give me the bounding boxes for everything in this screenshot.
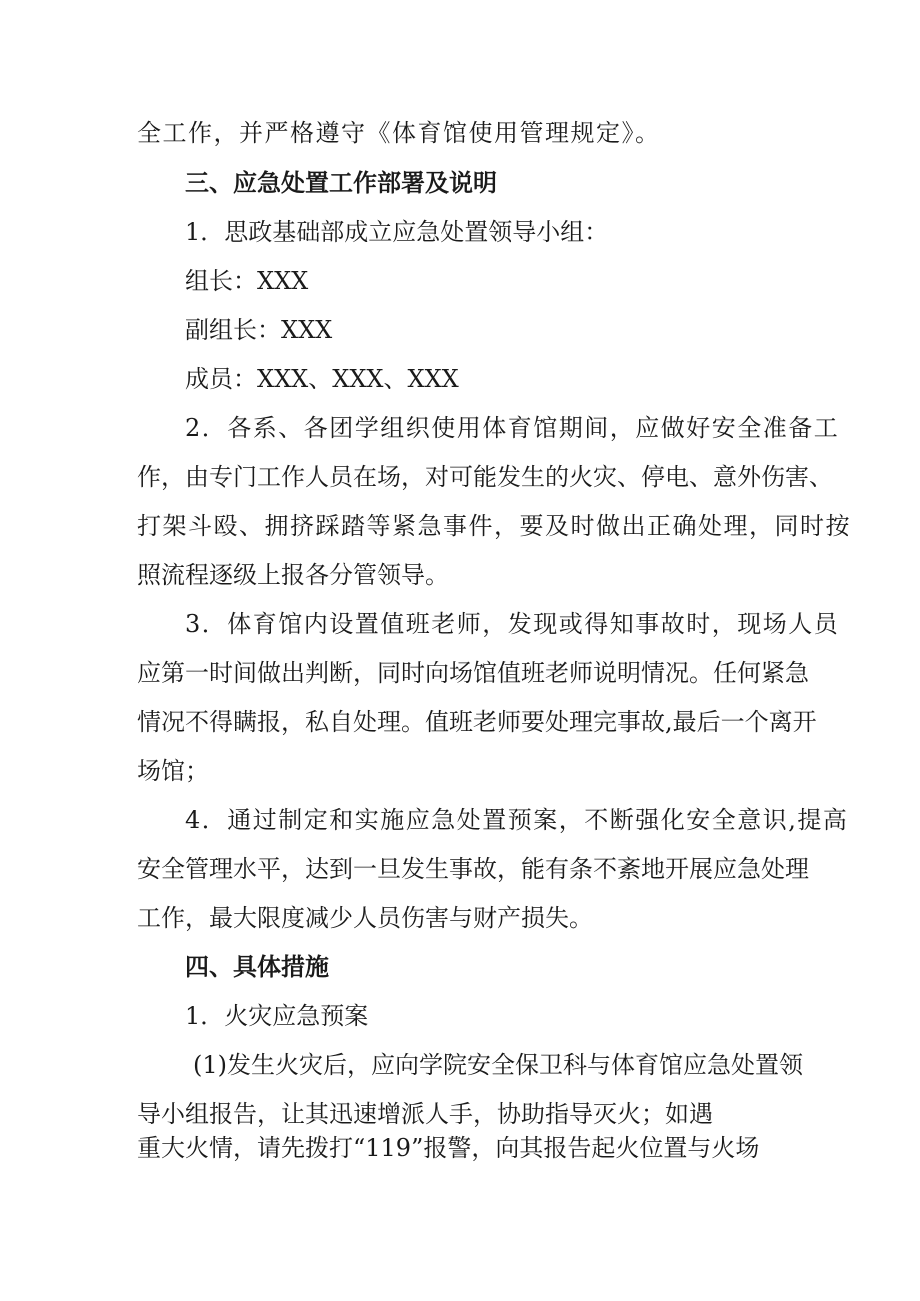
paragraph-line: 情况不得瞒报，私自处理。值班老师要处理完事故,最后一个离开: [137, 708, 817, 736]
list-item: 4．通过制定和实施应急处置预案，不断强化安全意识,提高: [185, 806, 849, 834]
paragraph-line: 安全管理水平，达到一旦发生事故，能有条不紊地开展应急处理: [137, 855, 809, 883]
list-item: 1．思政基础部成立应急处置领导小组：: [185, 218, 609, 246]
paragraph-line: 照流程逐级上报各分管领导。: [137, 561, 449, 589]
paragraph-line: 导小组报告，让其迅速增派人手，协助指导灭火；如遇: [137, 1100, 713, 1128]
list-item: (1)发生火灾后，应向学院安全保卫科与体育馆应急处置领: [193, 1051, 803, 1079]
paragraph-line: 全工作，并严格遵守《体育馆使用管理规定》。: [137, 119, 661, 147]
section-heading: 三、应急处置工作部署及说明: [185, 169, 497, 197]
paragraph-line: 重大火情，请先拨打“119”报警，向其报告起火位置与火场: [137, 1134, 760, 1162]
paragraph-line: 成员：XXX、XXX、XXX: [185, 365, 459, 393]
paragraph-line: 组长：XXX: [185, 267, 309, 295]
paragraph-line: 工作，最大限度减少人员伤害与财产损失。: [137, 904, 593, 932]
paragraph-line: 副组长：XXX: [185, 316, 333, 344]
list-item: 2．各系、各团学组织使用体育馆期间，应做好安全准备工: [185, 414, 840, 442]
section-heading: 四、具体措施: [185, 953, 329, 981]
list-item: 1．火灾应急预案: [185, 1002, 369, 1030]
paragraph-line: 打架斗殴、拥挤踩踏等紧急事件，要及时做出正确处理，同时按: [137, 512, 851, 540]
paragraph-line: 场馆；: [137, 757, 209, 785]
list-item: 3．体育馆内设置值班老师，发现或得知事故时，现场人员: [185, 610, 840, 638]
paragraph-line: 应第一时间做出判断，同时向场馆值班老师说明情况。任何紧急: [137, 659, 809, 687]
paragraph-line: 作，由专门工作人员在场，对可能发生的火灾、停电、意外伤害、: [137, 463, 833, 491]
